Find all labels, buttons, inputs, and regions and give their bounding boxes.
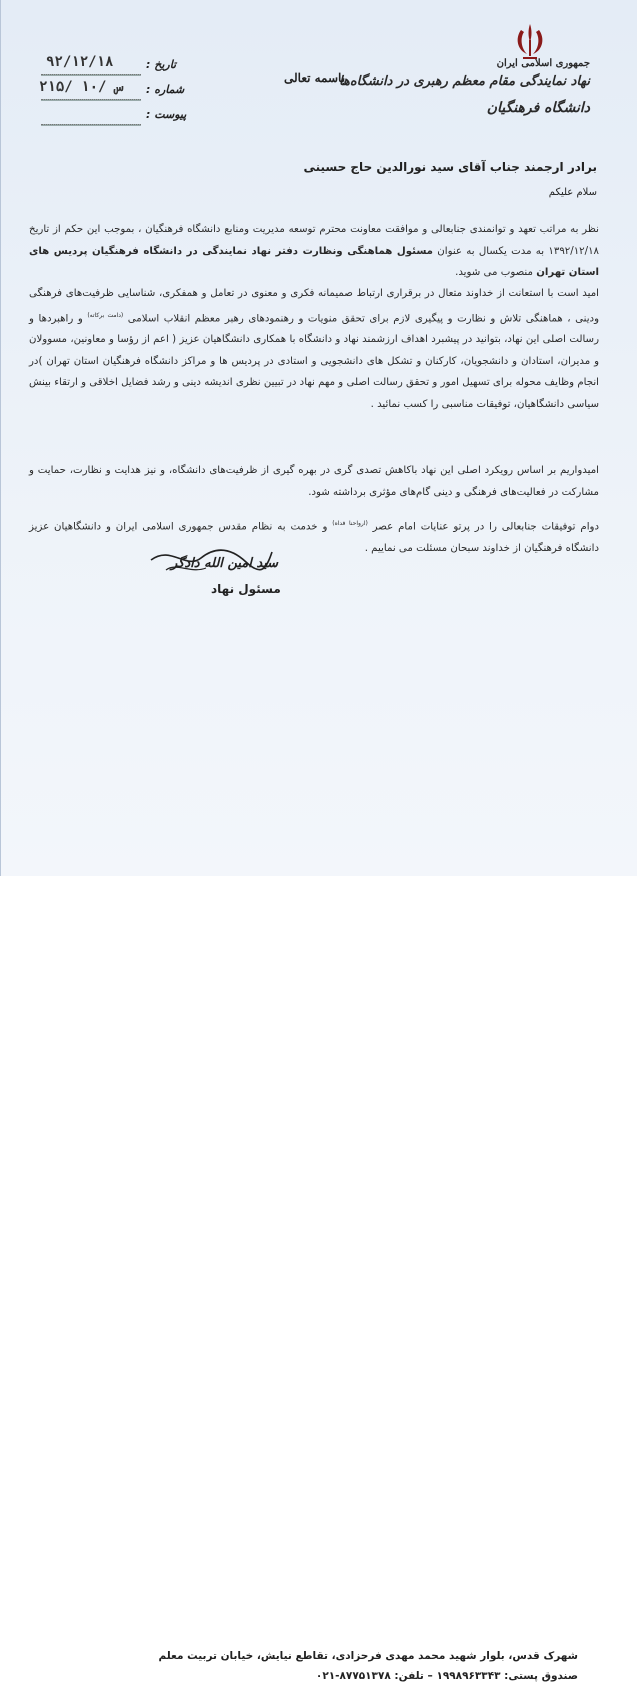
number-line xyxy=(41,99,141,101)
p4-text-b: و خدمت به نظام مقدس جمهوری اسلامی ایران و دانشگاهیان عزیز دانشگاه فرهنگیان از خداوند سبحان مسئلت می نماییم . xyxy=(29,521,599,554)
salutation: سلام علیکم xyxy=(548,187,597,198)
footer-contact: صندوق پستی: ۱۹۹۸۹۶۳۳۴۳ – تلفن: ۸۷۷۵۱۳۷۸-۰۲۱ xyxy=(315,1670,578,1682)
bismillah: باسمه تعالی xyxy=(284,71,346,85)
signatory-title: مسئول نهاد xyxy=(211,582,281,596)
org-country: جمهوری اسلامی ایران xyxy=(496,58,590,69)
addressee: برادر ارجمند جناب آقای سید نورالدین حاج حسینی xyxy=(303,160,597,174)
date-value: ۹۲/۱۲/۱۸ xyxy=(46,54,114,70)
date-line xyxy=(41,74,141,76)
number-label: شماره : xyxy=(146,83,185,96)
signatory-name: سید امین الله دادگر xyxy=(171,556,279,571)
letterhead xyxy=(1,0,637,140)
p4-note: (ارواحنا فداه) xyxy=(332,520,368,527)
footer xyxy=(1,820,637,1682)
p2-text-b: و راهبردها و رسالت اصلی این نهاد، بتوانید در پیشبرد اهداف ارزشمند نهاد و دانشگاه با همکاری دانشگاهیان عزیز ( اعم از رؤسا و معاونین، مسوولان و مدیران، استادان و دانشجویان، کارکنان و تشکل های دانشجویی و استادی در پردیس ها و مراکز دانشگاه فرهنگیان استان تهران )در انجام وظایف محوله برای تسهیل امور و تحقق رسالت اصلی و مهم نهاد در تبیین نظری اندیشه دینی و رشد فضایل اخلاقی و ارتقاء بینش سیاسی دانشگاهیان، توفیقات مناسبی را کسب نمائید . xyxy=(29,312,599,410)
org-university: دانشگاه فرهنگیان xyxy=(486,100,590,116)
attachment-line xyxy=(41,124,141,126)
footer-address: شهرک قدس، بلوار شهید محمد مهدی فرحزادی، تقاطع نیایش، خیابان تربیت معلم xyxy=(158,1650,578,1662)
date-label: تاریخ : xyxy=(146,58,177,71)
paragraph-hope xyxy=(29,283,599,415)
attachment-label: پیوست : xyxy=(146,108,187,121)
p4-text-a: دوام توفیقات جنابعالی را در پرتو عنایات امام عصر xyxy=(367,521,599,533)
p1-text-b: منصوب می شوید. xyxy=(455,267,537,278)
org-representation: نهاد نمایندگی مقام معظم رهبری در دانشگاه‌ها xyxy=(339,74,590,89)
p1-role: مسئول هماهنگی ونظارت دفتر نهاد نمایندگی در دانشگاه فرهنگیان پردیس های استان تهران xyxy=(29,245,599,278)
paragraph-closing xyxy=(29,513,599,559)
p2-note: (دامت برکاته) xyxy=(87,311,124,319)
p1-text-a: نظر به مراتب تعهد و توانمندی جنابعالی و موافقت معاونت محترم توسعه مدیریت ومنابع دانشگاه فرهنگیان ، بموجب این حکم از تاریخ ۱۳۹۲/۱۲/۱۸ به مدت یکسال به عنوان xyxy=(29,224,600,257)
paragraph-approach xyxy=(29,460,599,503)
iran-emblem-icon xyxy=(511,20,549,62)
paragraph-appointment xyxy=(29,219,599,284)
p3-text: امیدواریم بر اساس رویکرد اصلی این نهاد باکاهش تصدی گری در بهره گیری از ظرفیت‌های دانشگاه، و نیز هدایت و نظارت، حمایت و مشارکت در فعالیت‌های فرهنگی و دینی گام‌های مؤثری برداشته شود. xyxy=(29,465,599,498)
number-value: ۲۱۵/ س /۱۰ xyxy=(39,79,124,95)
p2-text-a: امید است با استعانت از خداوند متعال در برقراری ارتباط صمیمانه فکری و معنوی در تعامل و همفکری، شناسایی ظرفیت‌های فرهنگی ودینی ، هماهنگی تلاش و نظارت و پیگیری لازم برای تحقق منویات و رهنمودهای رهبر معظم انقلاب اسلامی xyxy=(29,288,599,324)
